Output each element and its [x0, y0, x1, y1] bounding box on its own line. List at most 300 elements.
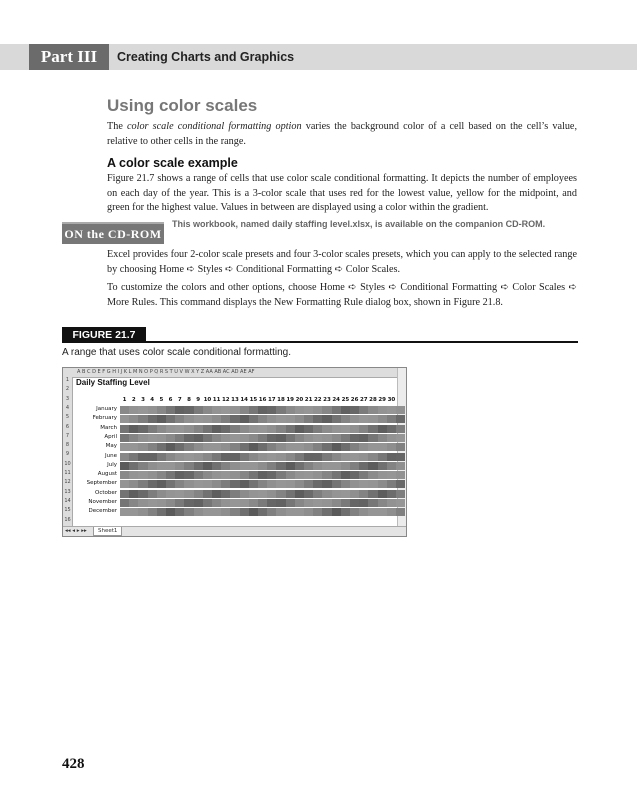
shaded-cell	[166, 453, 175, 461]
shaded-cell	[322, 443, 331, 451]
row-number: 14	[64, 497, 71, 504]
shaded-cell	[157, 490, 166, 498]
shaded-cell	[313, 415, 322, 423]
shaded-cell	[138, 499, 147, 507]
shaded-cell	[230, 499, 239, 507]
shaded-cell	[276, 425, 285, 433]
month-label: April	[104, 433, 117, 440]
row-number: 16	[64, 516, 71, 523]
shaded-cell	[267, 434, 276, 442]
shaded-cell	[258, 434, 267, 442]
day-number: 2	[131, 397, 136, 403]
shaded-cell	[194, 453, 203, 461]
shaded-cell	[267, 508, 276, 516]
shaded-cell	[230, 453, 239, 461]
shaded-cell	[212, 480, 221, 488]
shaded-cell	[276, 443, 285, 451]
shaded-cell	[286, 425, 295, 433]
paragraph-3-text: To customize the colors and other options, choose Home ➪ Styles ➪ Conditional Formatting ➪ Color Scales ➪ More Rules. This command displays the New Formatting Rule dialog box, shown in Figure 21.8.	[107, 282, 577, 308]
shaded-cell	[129, 406, 138, 414]
shaded-cell	[313, 480, 322, 488]
shaded-cell	[249, 453, 258, 461]
shaded-cell	[212, 453, 221, 461]
shaded-cell	[194, 490, 203, 498]
shaded-cell	[322, 406, 331, 414]
shaded-cell	[221, 508, 230, 516]
shaded-cell	[313, 425, 322, 433]
shaded-cell	[230, 490, 239, 498]
shaded-cell	[249, 462, 258, 470]
row-number: 1	[65, 377, 70, 383]
shaded-cell	[350, 480, 359, 488]
shaded-cell	[258, 453, 267, 461]
shaded-cell	[359, 499, 368, 507]
shaded-cell	[184, 499, 193, 507]
shaded-cell	[120, 490, 129, 498]
shaded-cell	[221, 415, 230, 423]
shaded-cell	[194, 499, 203, 507]
shaded-cell	[212, 425, 221, 433]
day-number: 13	[231, 397, 239, 403]
shaded-cell	[295, 415, 304, 423]
shaded-cell	[157, 415, 166, 423]
shaded-cell	[240, 480, 249, 488]
shaded-cell	[249, 425, 258, 433]
shaded-cell	[157, 508, 166, 516]
shaded-cell	[322, 490, 331, 498]
sheet-title: Daily Staffing Level	[76, 378, 150, 387]
shaded-cell	[286, 480, 295, 488]
shaded-cell	[368, 508, 377, 516]
shaded-cell	[396, 462, 405, 470]
month-label: September	[86, 480, 117, 487]
shaded-cell	[276, 499, 285, 507]
shaded-cell	[368, 425, 377, 433]
shaded-cell	[166, 499, 175, 507]
shaded-cell	[322, 480, 331, 488]
shaded-cell	[276, 462, 285, 470]
shaded-cell	[313, 406, 322, 414]
shaded-cell	[249, 434, 258, 442]
shaded-cell	[138, 443, 147, 451]
shaded-cell	[295, 480, 304, 488]
shaded-cell	[175, 480, 184, 488]
shaded-cell	[230, 462, 239, 470]
shaded-cell	[120, 434, 129, 442]
shaded-cell	[387, 508, 396, 516]
shaded-cell	[368, 480, 377, 488]
shaded-cell	[221, 462, 230, 470]
shaded-cell	[194, 471, 203, 479]
day-number: 6	[168, 397, 173, 403]
shaded-cell	[249, 508, 258, 516]
shaded-cell	[148, 406, 157, 414]
shaded-cell	[341, 406, 350, 414]
shaded-cell	[194, 425, 203, 433]
shaded-cell	[304, 508, 313, 516]
shaded-cell	[341, 508, 350, 516]
shaded-cell	[148, 462, 157, 470]
shaded-cell	[138, 453, 147, 461]
shaded-cell	[157, 480, 166, 488]
shaded-cell	[203, 462, 212, 470]
shaded-cell	[184, 453, 193, 461]
row-headers	[63, 377, 73, 527]
shaded-cell	[157, 453, 166, 461]
shaded-cell	[276, 480, 285, 488]
shaded-cell	[286, 462, 295, 470]
shaded-cell	[203, 415, 212, 423]
shaded-cell	[258, 471, 267, 479]
paragraph-2	[107, 248, 577, 277]
row-number: 9	[65, 451, 70, 458]
day-number: 26	[350, 397, 359, 403]
shaded-cell	[295, 443, 304, 451]
shaded-cell	[304, 471, 313, 479]
shaded-cell	[240, 508, 249, 516]
shaded-cell	[267, 471, 276, 479]
shaded-cell	[313, 490, 322, 498]
shaded-cell	[286, 453, 295, 461]
shaded-cell	[368, 415, 377, 423]
shaded-cell	[359, 415, 368, 423]
shaded-cell	[295, 490, 304, 498]
shaded-cell	[249, 480, 258, 488]
shaded-cell	[129, 508, 138, 516]
shaded-cell	[157, 462, 166, 470]
subsection-title: A color scale example	[107, 156, 238, 170]
shaded-cell	[148, 490, 157, 498]
shaded-cell	[359, 406, 368, 414]
shaded-cell	[221, 490, 230, 498]
shaded-cell	[258, 425, 267, 433]
row-number: 2	[65, 386, 70, 393]
shaded-cell	[341, 462, 350, 470]
shaded-cell	[221, 453, 230, 461]
month-label: October	[94, 489, 117, 496]
shaded-cell	[129, 471, 138, 479]
shaded-cell	[157, 434, 166, 442]
shaded-cell	[387, 443, 396, 451]
shaded-cell	[387, 425, 396, 433]
day-number: 3	[141, 397, 145, 403]
shaded-cell	[148, 415, 157, 423]
shaded-cell	[203, 490, 212, 498]
month-label: May	[105, 443, 117, 450]
shaded-cell	[332, 415, 341, 423]
shaded-cell	[138, 508, 147, 516]
shaded-cell	[304, 490, 313, 498]
day-number: 27	[359, 397, 368, 403]
shaded-cell	[267, 480, 276, 488]
day-number: 11	[212, 397, 221, 403]
shaded-cell	[175, 425, 184, 433]
intro-prefix: The	[107, 121, 128, 132]
shaded-cell	[203, 443, 212, 451]
shaded-cell	[120, 508, 129, 516]
shaded-cell	[322, 499, 331, 507]
shaded-cell	[396, 406, 405, 414]
shaded-cell	[175, 453, 184, 461]
shaded-cell	[322, 434, 331, 442]
shaded-cell	[332, 425, 341, 433]
row-number: 3	[65, 395, 70, 402]
shaded-cell	[359, 490, 368, 498]
shaded-cell	[387, 434, 396, 442]
cd-rom-note: This workbook, named daily staffing level.xlsx, is available on the companion CD-ROM.	[172, 219, 546, 229]
shaded-cell	[194, 508, 203, 516]
shaded-cell	[157, 425, 166, 433]
shaded-cell	[304, 462, 313, 470]
shaded-cell	[175, 490, 184, 498]
shaded-cell	[138, 471, 147, 479]
day-number: 8	[187, 397, 191, 403]
row-number: 6	[65, 423, 70, 430]
row-number: 15	[64, 507, 71, 514]
shaded-cell	[368, 453, 377, 461]
shaded-cell	[129, 490, 138, 498]
shaded-cell	[138, 490, 147, 498]
shaded-cell	[387, 406, 396, 414]
shaded-cell	[203, 499, 212, 507]
shaded-cell	[304, 415, 313, 423]
section-title: Using color scales	[107, 96, 258, 115]
page-number: 428	[62, 756, 85, 772]
shaded-cell	[359, 434, 368, 442]
shaded-cell	[129, 499, 138, 507]
shaded-cell	[184, 490, 193, 498]
shaded-cell	[276, 508, 285, 516]
shaded-cell	[322, 508, 331, 516]
shaded-cell	[341, 490, 350, 498]
shaded-cell	[313, 508, 322, 516]
shaded-cell	[138, 406, 147, 414]
shaded-cell	[322, 462, 331, 470]
shaded-cell	[396, 508, 405, 516]
shaded-cell	[368, 443, 377, 451]
shaded-cell	[286, 434, 295, 442]
shaded-cell	[184, 434, 193, 442]
shaded-cell	[295, 471, 304, 479]
shaded-cell	[203, 471, 212, 479]
shaded-cell	[258, 490, 267, 498]
shaded-cell	[230, 480, 239, 488]
shaded-cell	[175, 406, 184, 414]
day-number: 23	[323, 397, 331, 403]
shaded-cell	[267, 453, 276, 461]
shaded-cell	[166, 508, 175, 516]
day-number: 15	[249, 397, 258, 403]
shaded-cell	[221, 443, 230, 451]
cd-rom-badge: ON the CD-ROM	[62, 222, 164, 244]
shaded-cell	[267, 462, 276, 470]
sheet-tab-bar	[63, 526, 406, 536]
shaded-cell	[387, 453, 396, 461]
paragraph-2-text: Excel provides four 2-color scale presets and four 3-color scales presets, which you can apply to the selected range by choosing Home ➪ Styles ➪ Conditional Formatting ➪ Color Scales.	[107, 249, 577, 275]
shaded-cell	[212, 406, 221, 414]
shaded-cell	[276, 434, 285, 442]
shaded-cell	[378, 425, 387, 433]
shaded-cell	[184, 508, 193, 516]
shaded-cell	[249, 443, 258, 451]
shaded-cell	[341, 471, 350, 479]
shaded-cell	[295, 425, 304, 433]
month-label: January	[96, 406, 117, 412]
shaded-cell	[350, 499, 359, 507]
shaded-cell	[120, 462, 129, 470]
shaded-cell	[313, 434, 322, 442]
shaded-cell	[359, 480, 368, 488]
shaded-cell	[341, 499, 350, 507]
spreadsheet-screenshot	[62, 367, 407, 537]
shaded-cell	[258, 499, 267, 507]
shaded-cell	[332, 490, 341, 498]
shaded-cell	[194, 462, 203, 470]
shaded-cell	[359, 508, 368, 516]
day-number: 25	[341, 397, 350, 403]
shaded-cell	[295, 508, 304, 516]
shaded-cell	[240, 415, 249, 423]
shaded-cell	[313, 471, 322, 479]
row-number: 7	[65, 432, 70, 439]
shaded-cell	[267, 443, 276, 451]
shaded-cell	[276, 490, 285, 498]
shaded-cell	[313, 443, 322, 451]
figure-label: FIGURE 21.7	[62, 327, 146, 343]
intro-italic: color scale conditional formatting option	[127, 121, 302, 132]
shaded-cell	[138, 415, 147, 423]
shaded-cell	[240, 425, 249, 433]
shaded-cell	[157, 471, 166, 479]
shaded-cell	[378, 462, 387, 470]
day-number: 10	[203, 397, 212, 403]
shaded-cell	[157, 499, 166, 507]
shaded-cell	[203, 406, 212, 414]
shaded-cell	[194, 443, 203, 451]
shaded-cell	[166, 471, 175, 479]
shaded-cell	[368, 490, 377, 498]
shaded-cell	[129, 453, 138, 461]
shaded-cell	[221, 471, 230, 479]
shaded-cell	[129, 415, 138, 423]
shaded-cell	[148, 480, 157, 488]
shaded-cell	[221, 425, 230, 433]
shaded-cell	[368, 471, 377, 479]
shaded-cell	[396, 480, 405, 488]
shaded-cell	[175, 471, 184, 479]
shaded-cell	[350, 508, 359, 516]
shaded-cell	[184, 462, 193, 470]
shaded-cell	[350, 453, 359, 461]
shaded-cell	[341, 480, 350, 488]
shaded-cell	[194, 480, 203, 488]
month-label: June	[105, 452, 117, 459]
shaded-cell	[138, 462, 147, 470]
shaded-cell	[350, 443, 359, 451]
shaded-cell	[221, 499, 230, 507]
shaded-cell	[396, 453, 405, 461]
shaded-cell	[387, 480, 396, 488]
shaded-cell	[203, 453, 212, 461]
shaded-cell	[184, 425, 193, 433]
shaded-cell	[286, 406, 295, 414]
shaded-cell	[240, 406, 249, 414]
shaded-cell	[313, 499, 322, 507]
shaded-cell	[240, 471, 249, 479]
month-label: December	[88, 508, 117, 515]
shaded-cell	[184, 480, 193, 488]
shaded-cell	[341, 434, 350, 442]
shaded-cell	[249, 471, 258, 479]
shaded-cell	[304, 425, 313, 433]
shaded-cell	[175, 499, 184, 507]
shaded-cell	[332, 508, 341, 516]
shaded-cell	[212, 499, 221, 507]
month-label: July	[107, 461, 117, 468]
shaded-cell	[230, 434, 239, 442]
shaded-cell	[396, 425, 405, 433]
shaded-cell	[120, 425, 129, 433]
shaded-cell	[221, 406, 230, 414]
shaded-cell	[332, 499, 341, 507]
shaded-cell	[267, 406, 276, 414]
shaded-cell	[396, 434, 405, 442]
shaded-cell	[230, 406, 239, 414]
shaded-cell	[148, 508, 157, 516]
shaded-cell	[203, 434, 212, 442]
shaded-cell	[194, 434, 203, 442]
shaded-cell	[378, 490, 387, 498]
shaded-cell	[387, 471, 396, 479]
shaded-cell	[332, 406, 341, 414]
shaded-cell	[387, 462, 396, 470]
month-label: August	[97, 471, 117, 478]
row-number: 11	[64, 470, 71, 476]
day-number: 5	[159, 397, 164, 403]
shaded-cell	[368, 462, 377, 470]
day-number: 1	[122, 397, 127, 403]
paragraph-3	[107, 281, 577, 310]
shaded-cell	[304, 453, 313, 461]
shaded-cell	[396, 471, 405, 479]
shaded-cell	[166, 406, 175, 414]
shaded-cell	[194, 415, 203, 423]
shaded-cell	[212, 443, 221, 451]
shaded-cell	[148, 499, 157, 507]
shaded-cell	[175, 508, 184, 516]
shaded-cell	[230, 425, 239, 433]
shaded-cell	[350, 434, 359, 442]
shaded-cell	[350, 471, 359, 479]
shaded-cell	[148, 443, 157, 451]
shaded-cell	[267, 490, 276, 498]
part-label: Part III	[29, 44, 109, 70]
shaded-cell	[240, 499, 249, 507]
shaded-cell	[120, 471, 129, 479]
shaded-cell	[148, 453, 157, 461]
shaded-cell	[120, 480, 129, 488]
shaded-cell	[378, 415, 387, 423]
shaded-cell	[212, 462, 221, 470]
shaded-cell	[332, 453, 341, 461]
shaded-cell	[175, 415, 184, 423]
shaded-cell	[350, 425, 359, 433]
column-header-letters: A B C D E F G H I J K L M N O P Q R S T U V W X Y Z AA AB AC AD AE AF	[77, 369, 255, 375]
shaded-cell	[322, 453, 331, 461]
sheet-tab: Sheet1	[93, 527, 122, 536]
shaded-cell	[295, 434, 304, 442]
shaded-cell	[350, 462, 359, 470]
